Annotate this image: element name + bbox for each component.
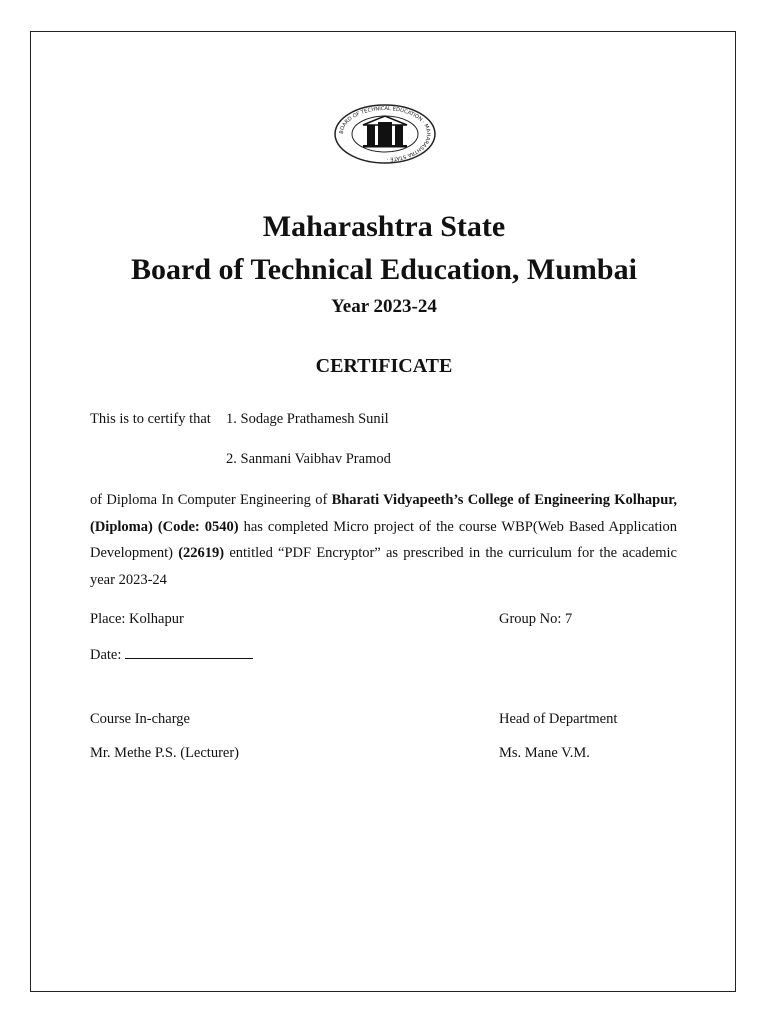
msbte-logo — [333, 104, 437, 164]
course-incharge-name: Mr. Methe P.S. (Lecturer) — [90, 745, 239, 761]
course-incharge-label: Course In-charge — [90, 711, 190, 727]
hod-label: Head of Department — [499, 711, 618, 727]
body-text-2: has completed Micro project of the course WBP(Web Based Application Development) — [90, 518, 677, 561]
certificate-body — [90, 487, 677, 593]
student-2: 2. Sanmani Vaibhav Pramod — [226, 451, 391, 467]
body-text-1: of Diploma In Computer Engineering of — [90, 492, 332, 508]
place: Place: Kolhapur — [90, 611, 184, 627]
college-name: Bharati Vidyapeeth’s College of Engineering Kolhapur, (Diploma) (Code: 0540) — [90, 492, 677, 535]
course-code: (22619) — [178, 545, 225, 561]
hod-name: Ms. Mane V.M. — [499, 745, 590, 761]
group-number: Group No: 7 — [499, 611, 573, 627]
academic-year: Year 2023-24 — [331, 296, 437, 317]
logo-ring-text: BOARD OF TECHNICAL EDUCATION · MAHARASHTRA STATE · — [338, 105, 432, 162]
title-line-1: Maharashtra State — [262, 210, 506, 243]
date-blank-line — [125, 646, 253, 659]
student-1: 1. Sodage Prathamesh Sunil — [226, 411, 389, 427]
certify-intro: This is to certify that — [90, 411, 211, 427]
title-line-2: Board of Technical Education, Mumbai — [131, 253, 637, 286]
body-text-3: entitled “PDF Encryptor” as prescribed in the curriculum for the academic year 2023-24 — [90, 545, 677, 588]
certificate-title: CERTIFICATE — [315, 355, 453, 377]
date-label: Date: — [90, 647, 122, 663]
date-field — [90, 646, 253, 664]
